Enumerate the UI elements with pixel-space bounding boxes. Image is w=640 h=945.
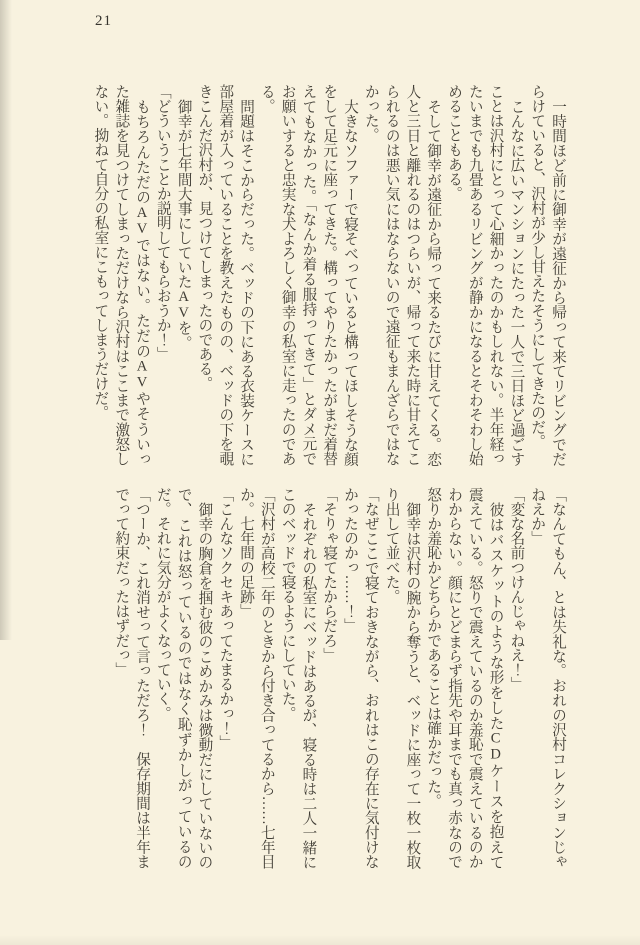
paragraph: 御幸が七年間大事にしていたAVを。 <box>175 98 192 350</box>
paragraph: 一時間ほど前に御幸が遠征から帰って来てリビングでだらけていると、沢村が少し甘えたそうにしてきたのだ。 <box>529 84 566 466</box>
paragraph: 「沢村が高校二年のときから付き合ってるから……七年目か。七年間の足跡」 <box>238 487 275 869</box>
paragraph: 「そりゃ寝てたからだろ」 <box>321 487 338 663</box>
paragraph: 「なぜここで寝ておきながら、おれはこの存在に気付けなかったのかっ……！」 <box>342 487 379 869</box>
text-block-bottom <box>110 487 568 869</box>
paragraph: 「つーか、これ消せって言っただろ！ 保存期間は半年までって約束だったはずだっ」 <box>113 487 151 869</box>
paragraph: 「なんてもん、とは失礼な。おれの沢村コレクションじゃねえか」 <box>529 487 566 869</box>
paragraph: 彼はバスケットのような形をしたCDケースを抱えて震えている。怒りで震えているのか羞恥で震えているのかわからない。顔にとどまらず指先や耳までも真っ赤なので怒りか羞恥かどちらかであることは確かだった。 <box>425 487 504 870</box>
paragraph: こんなに広いマンションにたった一人で三日ほど過ごすことは沢村にとって心細かったのかもしれない。半年経ったいまでも九畳あるリビングが静かになるとそわそわし始めることもある。 <box>446 84 525 466</box>
paragraph: 問題はそこからだった。ベッドの下にある衣装ケースに部屋着が入っていることを教えたものの、ベッドの下を覗きこんだ沢村が、見つけてしまったのである。 <box>196 84 255 466</box>
paragraph: 「変な名前つけんじゃねえ！」 <box>508 487 525 692</box>
paragraph: もちろんただのAVではない。ただのAVやそういった雑誌を見つけてしまっただけなら沢村はここまで激怒しない。拗ねて自分の私室にこもってしまうだけだ。 <box>92 84 151 466</box>
latin-upright-text: AV <box>175 288 192 321</box>
paragraph: 御幸の胸倉を掴む彼のこめかみは微動だにしていないので、これは怒っているのではなく恥ずかしがっているのだ。それに気分がよくなっていく。 <box>154 487 213 869</box>
paragraph: 「どういうことか説明してもらおうか！」 <box>154 84 171 362</box>
paragraph: 大きなソファーで寝そべっていると構ってほしそうな顔をして足元に座ってきた。構ってやりたかったがまだ着替えてもなかった。「なんか着る服持ってきて」とダメ元でお願いすると忠実な犬よろしく御幸の私室に走ったのである。 <box>258 84 359 466</box>
paragraph: それぞれの私室にベッドはあるが、寝る時は二人一緒にこのベッドで寝るようにしていた。 <box>279 487 317 869</box>
latin-upright-text: CD <box>487 730 504 763</box>
page-number: 21 <box>95 13 112 29</box>
paragraph: 御幸は沢村の腕から奪うと、ベッドに座って一枚一枚取り出して並べた。 <box>383 487 421 869</box>
text-block-top <box>90 84 568 466</box>
latin-upright-text: AV <box>134 204 151 237</box>
page-bottom-shadow <box>0 935 640 945</box>
paragraph: そして御幸が遠征から帰って来るたびに甘えてくる。恋人と三日と離れるのはつらいが、帰って来た時に甘えてこられるのは悪い気にはならないので遠征もまんざらではなかった。 <box>362 84 442 466</box>
latin-upright-text: AV <box>134 358 151 391</box>
paragraph: 「こんなソクセキあってたまるかっ！」 <box>217 487 234 750</box>
page-left-shadow <box>0 0 12 640</box>
